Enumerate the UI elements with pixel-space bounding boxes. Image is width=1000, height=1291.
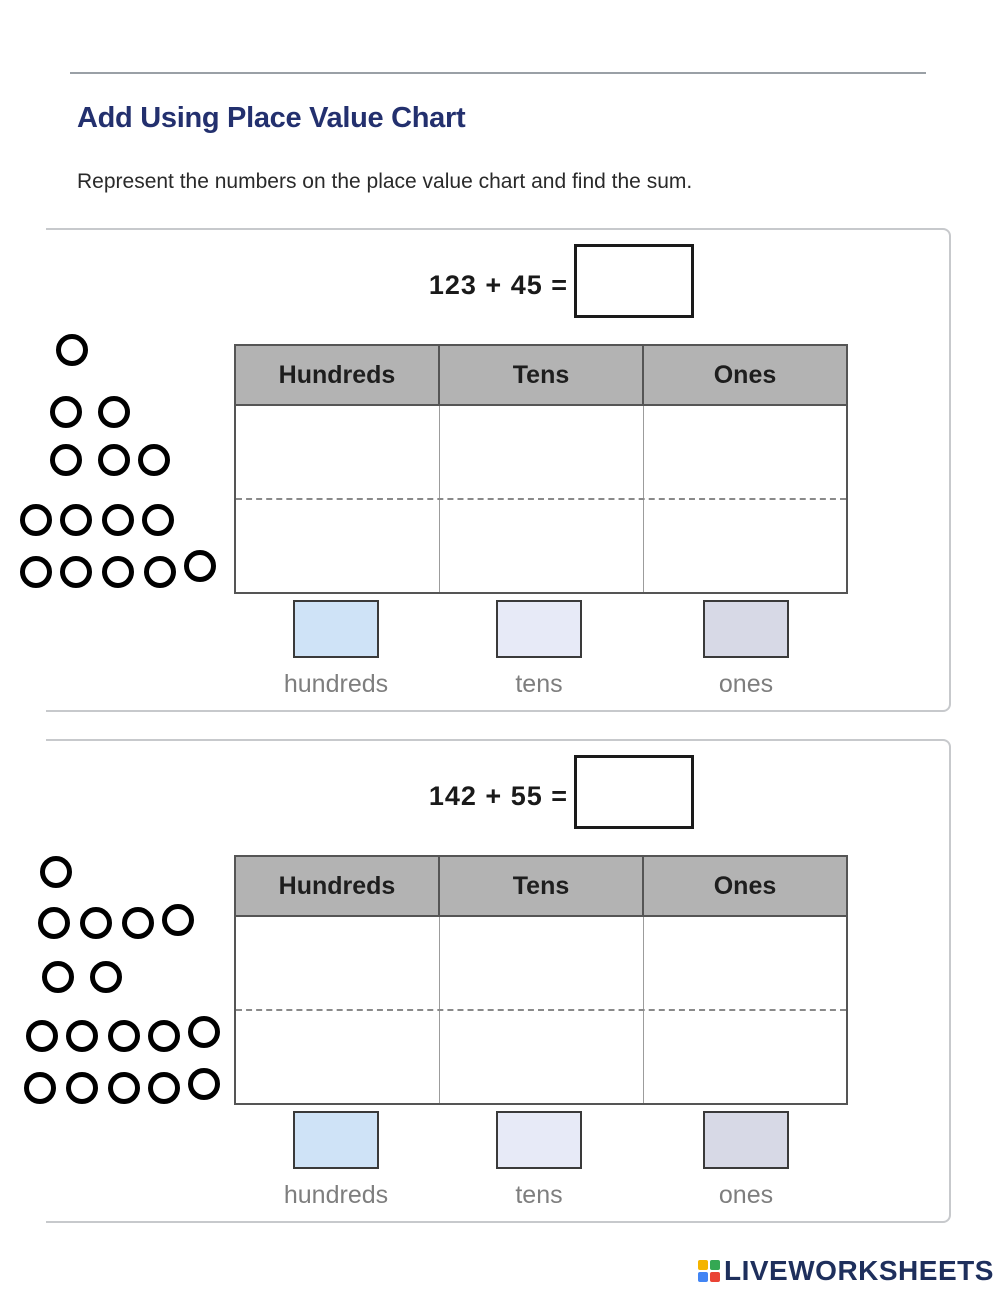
tens-label: tens bbox=[515, 1181, 563, 1209]
header-ones: Ones bbox=[713, 871, 777, 900]
counter-circle[interactable] bbox=[50, 396, 82, 428]
hundreds-drop-box-1[interactable] bbox=[293, 600, 379, 658]
counter-circle[interactable] bbox=[42, 961, 74, 993]
counter-circle[interactable] bbox=[102, 504, 134, 536]
liveworksheets-brand bbox=[698, 1254, 994, 1288]
equation-2: 142 + 55 = bbox=[428, 781, 568, 811]
counter-circle[interactable] bbox=[98, 444, 130, 476]
counter-circle[interactable] bbox=[60, 556, 92, 588]
answer-box-2[interactable] bbox=[574, 755, 694, 829]
counter-circle[interactable] bbox=[98, 396, 130, 428]
counter-circle[interactable] bbox=[38, 907, 70, 939]
row-divider-dashed bbox=[236, 498, 846, 500]
ones-drop-box-2[interactable] bbox=[703, 1111, 789, 1169]
ones-drop-box-1[interactable] bbox=[703, 600, 789, 658]
header-tens: Tens bbox=[440, 346, 644, 404]
header-tens: Tens bbox=[440, 857, 644, 915]
counter-circle[interactable] bbox=[26, 1020, 58, 1052]
counter-circle[interactable] bbox=[80, 907, 112, 939]
tens-drop-box-2[interactable] bbox=[496, 1111, 582, 1169]
equation-1: 123 + 45 = bbox=[428, 270, 568, 300]
counter-circle[interactable] bbox=[162, 904, 194, 936]
hundreds-drop-box-2[interactable] bbox=[293, 1111, 379, 1169]
counter-circle[interactable] bbox=[148, 1020, 180, 1052]
tens-drop-box-1[interactable] bbox=[496, 600, 582, 658]
problem-card-1 bbox=[46, 228, 951, 712]
header-hundreds: Hundreds bbox=[236, 346, 440, 404]
header-hundreds: Hundreds bbox=[236, 857, 440, 915]
counter-circle[interactable] bbox=[122, 907, 154, 939]
counter-circle[interactable] bbox=[20, 556, 52, 588]
counter-circle[interactable] bbox=[108, 1072, 140, 1104]
place-value-table-1 bbox=[234, 344, 848, 594]
page-title: Add Using Place Value Chart bbox=[77, 102, 466, 134]
counter-circle[interactable] bbox=[56, 334, 88, 366]
counter-circle[interactable] bbox=[24, 1072, 56, 1104]
counter-circle[interactable] bbox=[66, 1020, 98, 1052]
top-divider bbox=[70, 72, 926, 74]
counter-circle[interactable] bbox=[90, 961, 122, 993]
instructions: Represent the numbers on the place value chart and find the sum. bbox=[77, 170, 693, 193]
counter-circle[interactable] bbox=[108, 1020, 140, 1052]
ones-label: ones bbox=[718, 670, 774, 698]
tens-label: tens bbox=[515, 670, 563, 698]
problem-card-2 bbox=[46, 739, 951, 1223]
counter-circle[interactable] bbox=[184, 550, 216, 582]
hundreds-label: hundreds bbox=[283, 1181, 389, 1209]
counter-circle[interactable] bbox=[148, 1072, 180, 1104]
counter-circle[interactable] bbox=[188, 1068, 220, 1100]
counter-circle[interactable] bbox=[20, 504, 52, 536]
ones-label: ones bbox=[718, 1181, 774, 1209]
table-header-row bbox=[236, 346, 846, 406]
hundreds-label: hundreds bbox=[283, 670, 389, 698]
counter-circle[interactable] bbox=[50, 444, 82, 476]
table-header-row bbox=[236, 857, 846, 917]
counter-circle[interactable] bbox=[144, 556, 176, 588]
header-ones: Ones bbox=[713, 360, 777, 389]
counter-circle[interactable] bbox=[188, 1016, 220, 1048]
counter-circle[interactable] bbox=[60, 504, 92, 536]
counter-circle[interactable] bbox=[66, 1072, 98, 1104]
counter-circle[interactable] bbox=[40, 856, 72, 888]
row-divider-dashed bbox=[236, 1009, 846, 1011]
counter-circle[interactable] bbox=[142, 504, 174, 536]
place-value-table-2 bbox=[234, 855, 848, 1105]
brand-name: LIVEWORKSHEETS bbox=[724, 1255, 994, 1286]
counter-circle[interactable] bbox=[138, 444, 170, 476]
answer-box-1[interactable] bbox=[574, 244, 694, 318]
counter-circle[interactable] bbox=[102, 556, 134, 588]
liveworksheets-logo-icon bbox=[698, 1260, 720, 1282]
